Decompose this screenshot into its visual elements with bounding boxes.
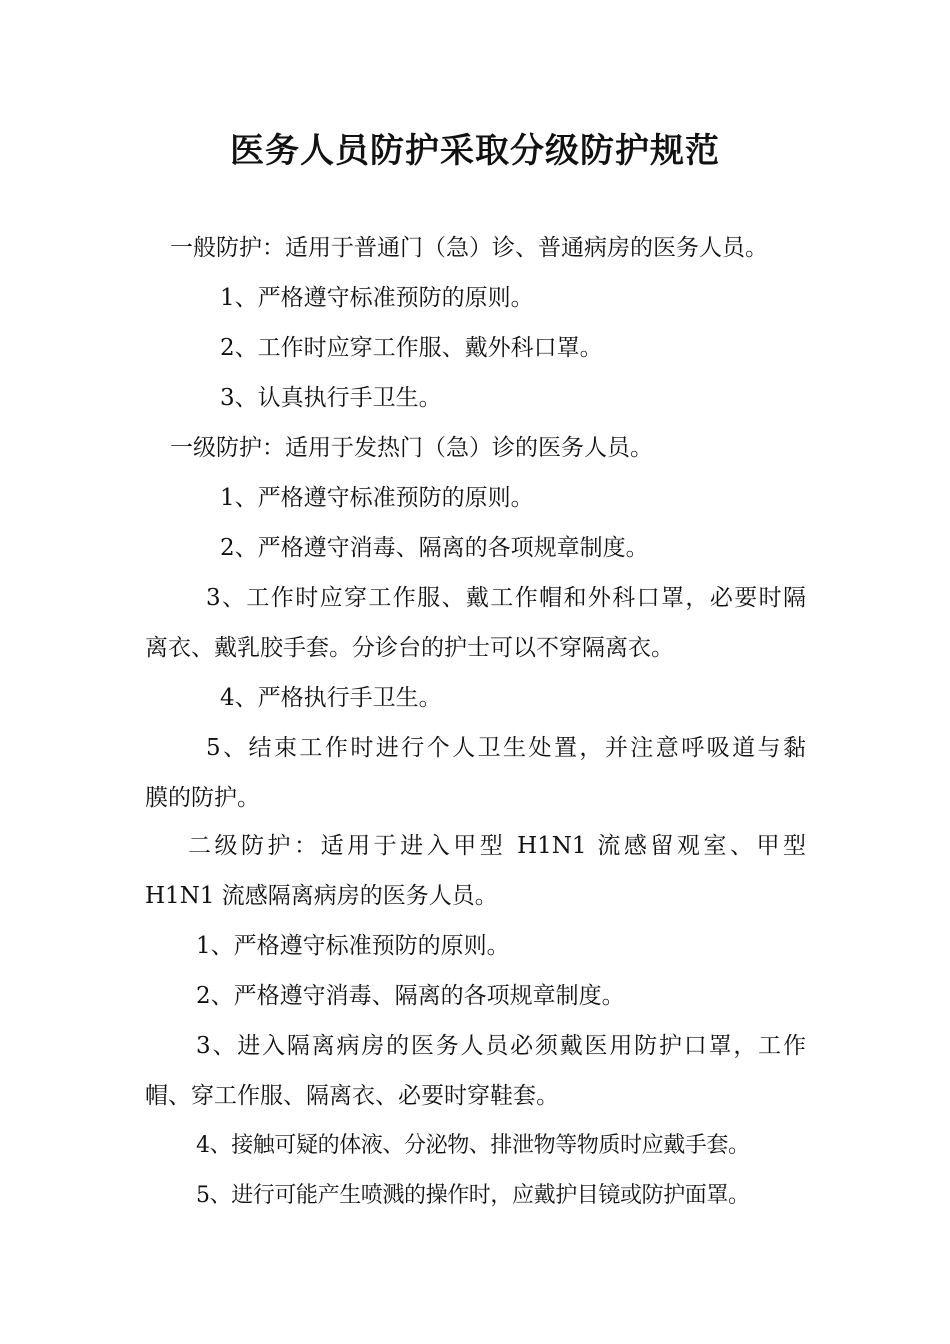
list-item: 5、结束工作时进行个人卫生处置，并注意呼吸道与黏 [206, 735, 806, 761]
list-item-continuation: 膜的防护。 [145, 785, 260, 811]
document-title: 医务人员防护采取分级防护规范 [230, 131, 720, 171]
section-heading-continuation: H1N1 流感隔离病房的医务人员。 [145, 883, 498, 909]
list-item-continuation: 离衣、戴乳胶手套。分诊台的护士可以不穿隔离衣。 [145, 635, 674, 661]
list-item: 1、严格遵守标准预防的原则。 [220, 285, 534, 311]
section-heading-level-1: 一级防护：适用于发热门（急）诊的医务人员。 [170, 435, 653, 461]
list-item: 5、进行可能产生喷溅的操作时，应戴护目镜或防护面罩。 [196, 1183, 750, 1208]
list-item: 4、接触可疑的体液、分泌物、排泄物等物质时应戴手套。 [196, 1133, 750, 1158]
section-heading-general: 一般防护：适用于普通门（急）诊、普通病房的医务人员。 [170, 235, 768, 261]
list-item: 3、进入隔离病房的医务人员必须戴医用防护口罩，工作 [196, 1033, 806, 1059]
list-item: 1、严格遵守标准预防的原则。 [220, 485, 534, 511]
section-heading-level-2: 二级防护：适用于进入甲型 H1N1 流感留观室、甲型 [188, 833, 806, 859]
list-item: 2、工作时应穿工作服、戴外科口罩。 [220, 335, 603, 361]
list-item: 2、严格遵守消毒、隔离的各项规章制度。 [220, 535, 649, 561]
list-item: 3、工作时应穿工作服、戴工作帽和外科口罩，必要时隔 [206, 585, 806, 611]
list-item: 3、认真执行手卫生。 [220, 385, 442, 411]
list-item-continuation: 帽、穿工作服、隔离衣、必要时穿鞋套。 [145, 1083, 559, 1109]
list-item: 2、严格遵守消毒、隔离的各项规章制度。 [196, 983, 625, 1009]
list-item: 4、严格执行手卫生。 [220, 685, 442, 711]
list-item: 1、严格遵守标准预防的原则。 [196, 933, 510, 959]
